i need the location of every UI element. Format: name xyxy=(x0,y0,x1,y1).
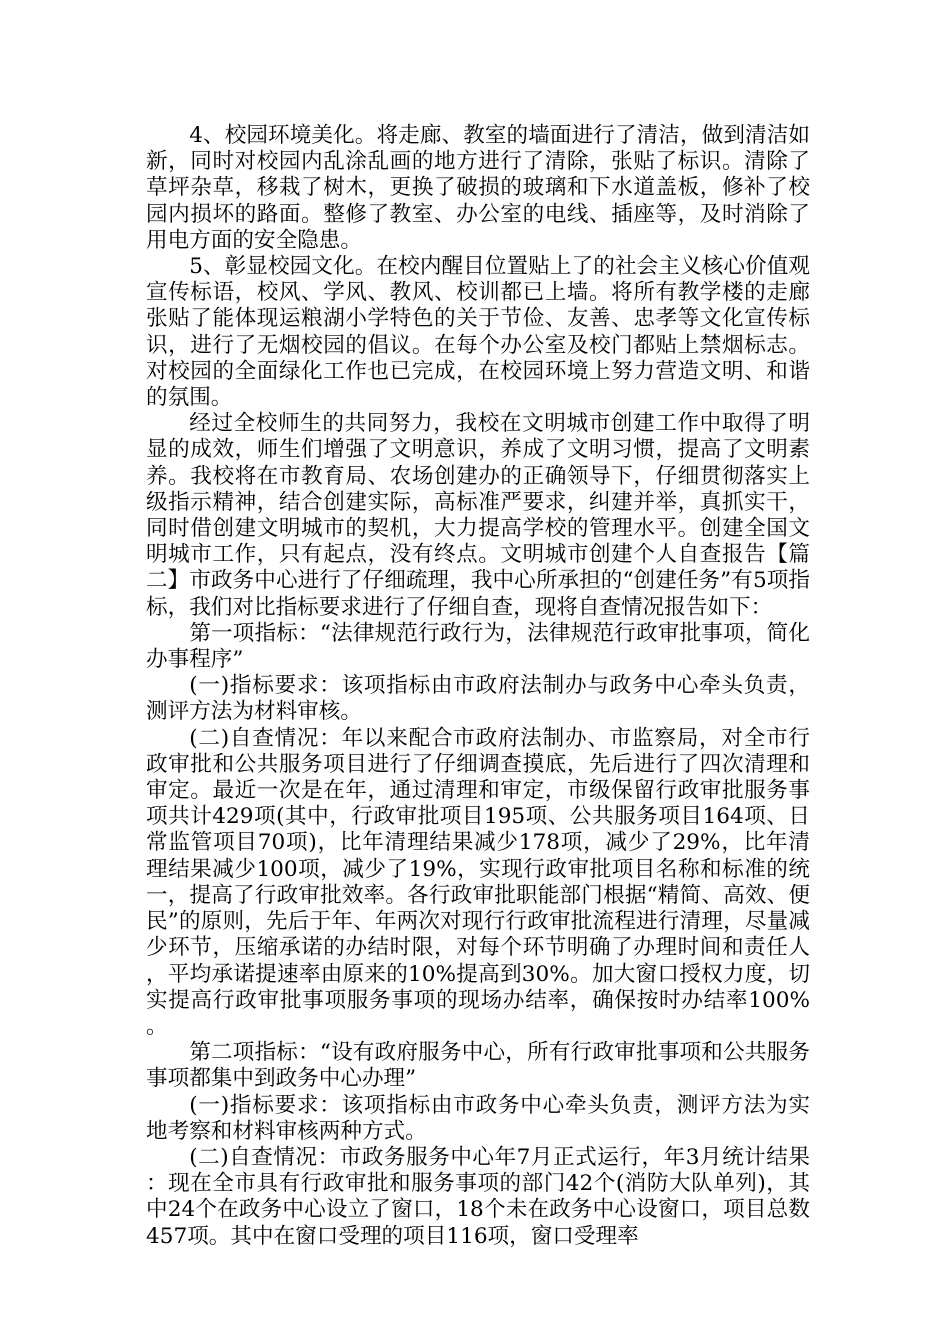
paragraph-summary: 经过全校师生的共同努力，我校在文明城市创建工作中取得了明显的成效，师生们增强了文明意识，养成了文明习惯，提高了文明素养。我校将在市教育局、农场创建办的正确领导下，仔细贯彻落实上级指示精神，结合创建实际，高标准严要求，纠建并举，真抓实干，同时借创建文明城市的契机，大力提高学校的管理水平。创建全国文明城市工作，只有起点，没有终点。文明城市创建个人自查报告【篇二】市政务中心进行了仔细疏理，我中心所承担的“创建任务”有5项指标，我们对比指标要求进行了仔细自查，现将自查情况报告如下： xyxy=(146,411,810,620)
paragraph-campus-culture: 5、彰显校园文化。在校内醒目位置贴上了的社会主义核心价值观宣传标语，校风、学风、教风、校训都已上墙。将所有教学楼的走廊张贴了能体现运粮湖小学特色的关于节俭、友善、忠孝等文化宣传标识，进行了无烟校园的倡议。在每个办公室及校门都贴上禁烟标志。对校园的全面绿化工作也已完成，在校园环境上努力营造文明、和谐的氛围。 xyxy=(146,254,810,411)
paragraph-indicator-2-self-check: (二)自查情况：市政务服务中心年7月正式运行，年3月统计结果：现在全市具有行政审批和服务事项的部门42个(消防大队单列)，其中24个在政务中心设立了窗口，18个未在政务中心设窗口，项目总数457项。其中在窗口受理的项目116项，窗口受理率 xyxy=(146,1144,810,1249)
paragraph-indicator-2: 第二项指标：“设有政府服务中心，所有行政审批事项和公共服务事项都集中到政务中心办理” xyxy=(146,1040,810,1092)
paragraph-campus-beautification: 4、校园环境美化。将走廊、教室的墙面进行了清洁，做到清洁如新，同时对校园内乱涂乱画的地方进行了清除，张贴了标识。清除了草坪杂草，移栽了树木，更换了破损的玻璃和下水道盖板，修补了校园内损坏的路面。整修了教室、办公室的电线、插座等，及时消除了用电方面的安全隐患。 xyxy=(146,123,810,253)
paragraph-indicator-1-requirement: (一)指标要求：该项指标由市政府法制办与政务中心牵头负责，测评方法为材料审核。 xyxy=(146,673,810,725)
document-page xyxy=(146,123,810,1250)
paragraph-indicator-2-requirement: (一)指标要求：该项指标由市政务中心牵头负责，测评方法为实地考察和材料审核两种方式。 xyxy=(146,1092,810,1144)
paragraph-indicator-1: 第一项指标：“法律规范行政行为，法律规范行政审批事项，简化办事程序” xyxy=(146,620,810,673)
paragraph-indicator-1-self-check: (二)自查情况：年以来配合市政府法制办、市监察局，对全市行政审批和公共服务项目进行了仔细调查摸底，先后进行了四次清理和审定。最近一次是在年，通过清理和审定，市级保留行政审批服务事项共计429项(其中，行政审批项目195项、公共服务项目164项、日常监管项目70项)，比年清理结果减少178项，减少了29%，比年清理结果减少100项，减少了19%，实现行政审批项目名称和标准的统一，提高了行政审批效率。各行政审批职能部门根据“精简、高效、便民”的原则，先后于年、年两次对现行行政审批流程进行清理，尽量减少环节，压缩承诺的办结时限，对每个环节明确了办理时间和责任人，平均承诺提速率由原来的10%提高到30%。加大窗口授权力度，切实提高行政审批事项服务事项的现场办结率，确保按时办结率100%。 xyxy=(146,725,810,1039)
